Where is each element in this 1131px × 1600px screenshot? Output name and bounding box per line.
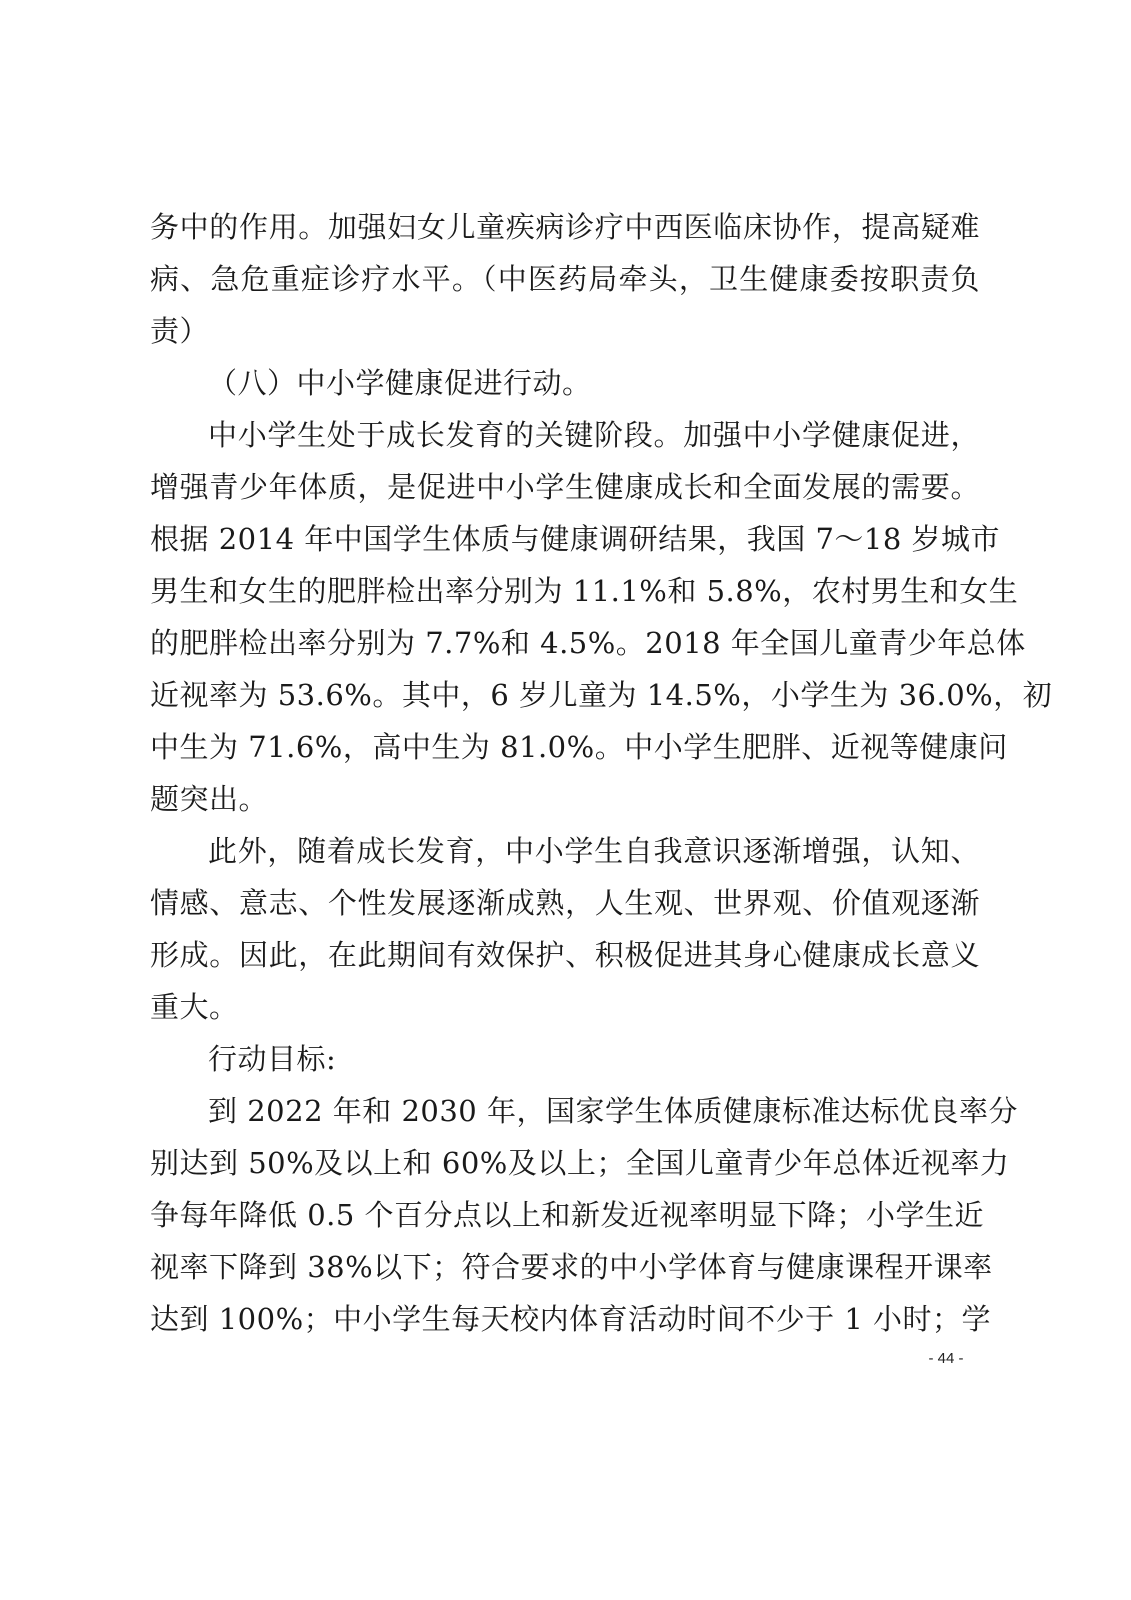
text-line: 题突出。 xyxy=(150,782,269,816)
text-line: 重大。 xyxy=(150,990,239,1024)
text-line: 的肥胖检出率分别为 7.7%和 4.5%。2018 年全国儿童青少年总体 xyxy=(150,626,1026,660)
text-line: 务中的作用。加强妇女儿童疾病诊疗中西医临床协作，提高疑难 xyxy=(150,210,980,244)
text-line: 达到 100%；中小学生每天校内体育活动时间不少于 1 小时；学 xyxy=(150,1302,992,1336)
page-number: - 44 - xyxy=(928,1350,964,1367)
text-line: 中小学生处于成长发育的关键阶段。加强中小学健康促进， xyxy=(208,418,980,452)
text-line: 男生和女生的肥胖检出率分别为 11.1%和 5.8%，农村男生和女生 xyxy=(150,574,1019,608)
text-line: 情感、意志、个性发展逐渐成熟，人生观、世界观、价值观逐渐 xyxy=(150,886,980,920)
text-line: 近视率为 53.6%。其中，6 岁儿童为 14.5%，小学生为 36.0%，初 xyxy=(150,678,1053,712)
text-line: 到 2022 年和 2030 年，国家学生体质健康标准达标优良率分 xyxy=(208,1094,1018,1128)
text-line: 病、急危重症诊疗水平。（中医药局牵头，卫生健康委按职责负 xyxy=(150,262,980,296)
text-line: 中生为 71.6%，高中生为 81.0%。中小学生肥胖、近视等健康问 xyxy=(150,730,1008,764)
text-line: 责） xyxy=(150,314,210,348)
text-line: 争每年降低 0.5 个百分点以上和新发近视率明显下降；小学生近 xyxy=(150,1198,985,1232)
subheading: 行动目标: xyxy=(208,1042,337,1076)
text-line: 别达到 50%及以上和 60%及以上；全国儿童青少年总体近视率力 xyxy=(150,1146,1010,1180)
text-line: 增强青少年体质，是促进中小学生健康成长和全面发展的需要。 xyxy=(150,470,980,504)
text-line: 形成。因此，在此期间有效保护、积极促进其身心健康成长意义 xyxy=(150,938,980,972)
section-heading: （八）中小学健康促进行动。 xyxy=(208,366,592,400)
text-line: 视率下降到 38%以下；符合要求的中小学体育与健康课程开课率 xyxy=(150,1250,993,1284)
text-line: 根据 2014 年中国学生体质与健康调研结果，我国 7～18 岁城市 xyxy=(150,522,1001,556)
text-line: 此外，随着成长发育，中小学生自我意识逐渐增强，认知、 xyxy=(208,834,980,868)
